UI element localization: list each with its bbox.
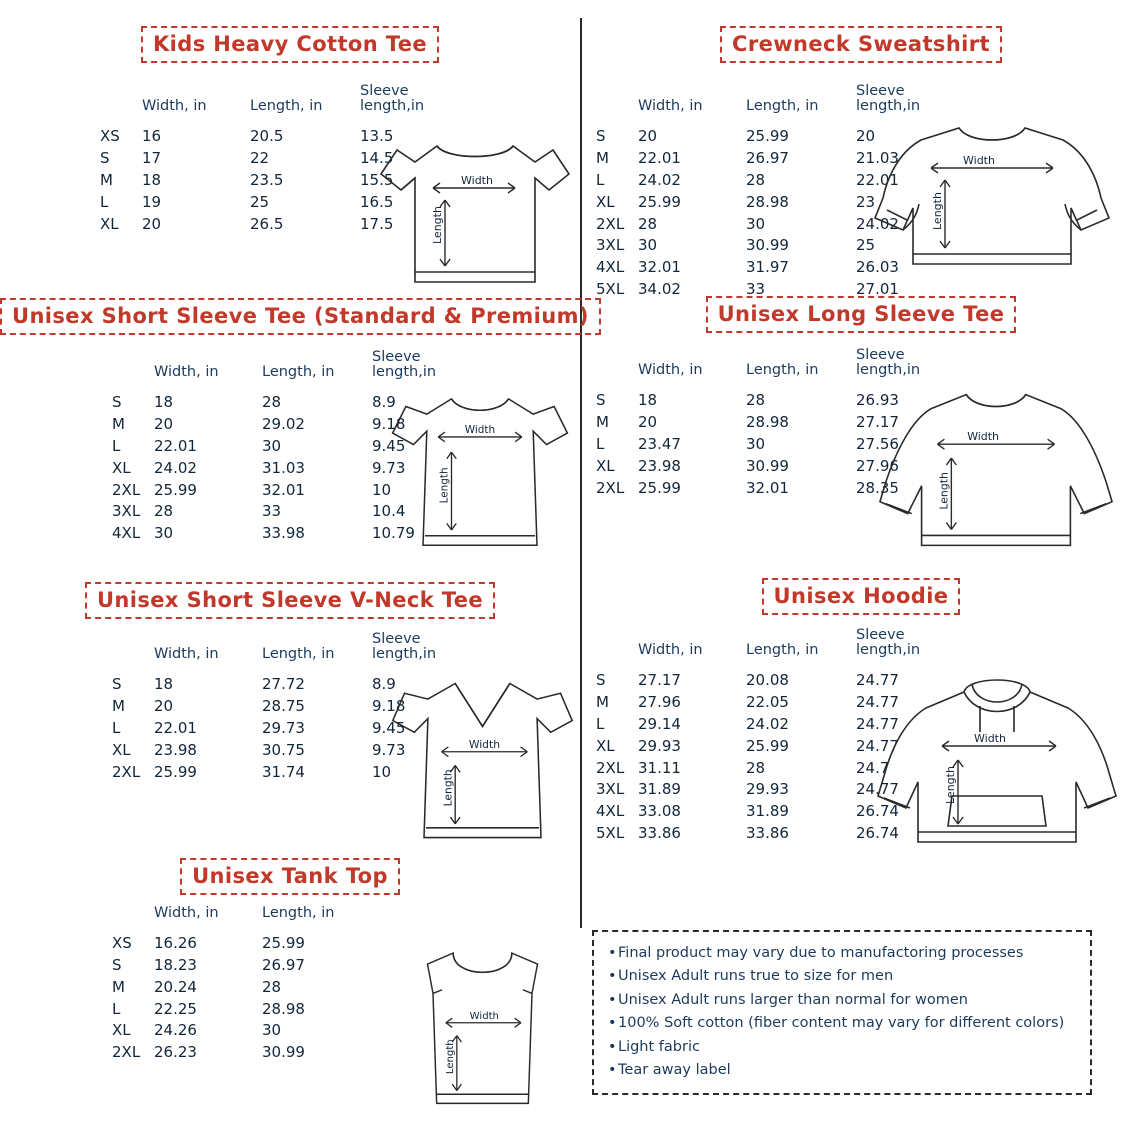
cell-width: 23.47: [638, 435, 681, 454]
cell-width: 19: [142, 192, 162, 211]
cell-length: 26.97: [262, 956, 305, 975]
notes-box: [592, 930, 1092, 1095]
table-header-row: [112, 906, 372, 933]
cell-width: 25.99: [154, 762, 197, 781]
col-length: Length, in: [746, 362, 819, 379]
cell-size: XL: [112, 740, 131, 759]
cell-length: 33.98: [262, 524, 305, 543]
col-sleeve-line2: length,in: [856, 98, 921, 115]
cell-sleeve: 26.74: [856, 802, 899, 821]
cell-size: L: [112, 437, 121, 456]
col-size: [112, 350, 154, 392]
cell-sleeve: 8.9: [372, 393, 396, 412]
cell-length: 28: [746, 391, 766, 410]
art-label-length: Length: [441, 769, 455, 807]
cell-sleeve: 22.01: [856, 171, 899, 190]
cell-size: M: [596, 693, 609, 712]
cell-length: 30: [262, 1021, 282, 1040]
cell-size: M: [112, 697, 125, 716]
cell-sleeve: 9.45: [372, 719, 406, 738]
col-length: Length, in: [262, 364, 335, 381]
cell-sleeve: 9.73: [372, 458, 406, 477]
table-row: [112, 1042, 372, 1064]
bullet-icon: •: [608, 1038, 617, 1055]
cell-length: 25.99: [746, 736, 789, 755]
cell-size: XS: [112, 934, 132, 953]
cell-width: 18.23: [154, 956, 197, 975]
col-length: Length, in: [262, 646, 335, 663]
cell-length: 31.89: [746, 802, 789, 821]
col-sleeve-line2: length,in: [856, 642, 921, 659]
cell-sleeve: 23: [856, 192, 876, 211]
cell-sleeve: 27.01: [856, 280, 899, 299]
note-item: [608, 942, 1078, 965]
cell-width: 32.01: [638, 258, 681, 277]
cell-size: XL: [596, 736, 615, 755]
note-item: [608, 1059, 1078, 1082]
cell-length: 28: [262, 393, 282, 412]
cell-length: 31.97: [746, 258, 789, 277]
note-item: [608, 1012, 1078, 1035]
cell-size: 2XL: [112, 480, 141, 499]
cell-sleeve: 24.02: [856, 214, 899, 233]
cell-width: 24.26: [154, 1021, 197, 1040]
cell-size: XL: [112, 1021, 131, 1040]
col-width: Width, in: [638, 98, 703, 115]
cell-sleeve: 24.77: [856, 671, 899, 690]
cell-width: 18: [154, 393, 174, 412]
col-sleeve-line1: Sleeve: [856, 627, 905, 643]
cell-size: M: [596, 149, 609, 168]
bullet-icon: •: [608, 991, 617, 1008]
section-kids-heavy-cotton-tee: [0, 26, 580, 244]
col-size: [112, 632, 154, 674]
cell-length: 22: [250, 149, 270, 168]
cell-size: 3XL: [112, 502, 141, 521]
cell-width: 20: [142, 214, 162, 233]
art-label-width: Width: [468, 737, 501, 751]
cell-size: 5XL: [596, 280, 625, 299]
cell-width: 29.14: [638, 715, 681, 734]
cell-sleeve: 27.56: [856, 435, 899, 454]
section-title-wrap: [582, 296, 1140, 333]
cell-sleeve: 24.77: [856, 715, 899, 734]
cell-length: 28: [746, 171, 766, 190]
cell-sleeve: 24.7: [856, 758, 890, 777]
note-text: Tear away label: [618, 1062, 731, 1079]
col-sleeve: [856, 628, 956, 670]
cell-size: M: [112, 977, 125, 996]
cell-size: 4XL: [112, 524, 141, 543]
cell-size: XL: [596, 456, 615, 475]
cell-sleeve: 15.5: [360, 171, 394, 190]
cell-sleeve: 10.79: [372, 524, 415, 543]
cell-sleeve: 13.5: [360, 127, 394, 146]
cell-length: 27.72: [262, 675, 305, 694]
cell-size: 5XL: [596, 824, 625, 843]
section-unisex-short-sleeve-v-neck-tee: [0, 582, 580, 807]
cell-width: 30: [638, 236, 658, 255]
section-title-wrap: [582, 26, 1140, 63]
cell-size: L: [112, 719, 121, 738]
col-sleeve-line1: Sleeve: [372, 349, 421, 365]
bullet-icon: •: [608, 1015, 617, 1032]
cell-length: 32.01: [262, 480, 305, 499]
cell-size: S: [100, 149, 110, 168]
cell-length: 31.03: [262, 458, 305, 477]
cell-length: 29.02: [262, 415, 305, 434]
cell-width: 22.25: [154, 999, 197, 1018]
cell-width: 20: [638, 127, 658, 146]
note-text: Unisex Adult runs true to size for men: [618, 968, 894, 985]
art-label-length: Length: [931, 192, 944, 230]
cell-width: 22.01: [638, 149, 681, 168]
col-width: Width, in: [638, 362, 703, 379]
section-title-wrap: [0, 858, 580, 895]
cell-length: 33: [262, 502, 282, 521]
cell-size: L: [596, 715, 605, 734]
art-label-width: Width: [963, 154, 995, 167]
cell-length: 26.97: [746, 149, 789, 168]
col-width: Width, in: [142, 98, 207, 115]
bullet-icon: •: [608, 945, 617, 961]
cell-length: 30.99: [262, 1043, 305, 1062]
cell-sleeve: 10: [372, 762, 392, 781]
cell-size: M: [100, 171, 113, 190]
art-label-length: Length: [937, 472, 951, 510]
cell-sleeve: 27.96: [856, 456, 899, 475]
cell-width: 22.01: [154, 437, 197, 456]
col-sleeve-line2: length,in: [372, 646, 437, 663]
section-title: Unisex Hoodie: [762, 578, 961, 615]
table-row: [112, 955, 372, 977]
cell-width: 18: [154, 675, 174, 694]
section-title-wrap: [582, 578, 1140, 615]
section-unisex-long-sleeve-tee: [582, 296, 1140, 510]
cell-length: 30.75: [262, 740, 305, 759]
cell-length: 23.5: [250, 171, 284, 190]
col-size: [100, 84, 142, 126]
art-label-length: Length: [445, 1039, 457, 1075]
cell-length: 28.98: [746, 413, 789, 432]
section-title-wrap: [0, 298, 589, 335]
cell-sleeve: 26.93: [856, 391, 899, 410]
tank-top-illustration: [400, 938, 565, 1113]
cell-length: 24.02: [746, 715, 789, 734]
col-length: Length, in: [746, 642, 819, 659]
cell-length: 26.5: [250, 214, 284, 233]
cell-length: 28: [746, 758, 766, 777]
cell-size: L: [112, 999, 121, 1018]
cell-length: 28.98: [746, 192, 789, 211]
note-item: [608, 1036, 1078, 1059]
section-title: Unisex Long Sleeve Tee: [706, 296, 1017, 333]
cell-sleeve: 9.73: [372, 740, 406, 759]
cell-width: 20: [154, 697, 174, 716]
col-width: Width, in: [638, 642, 703, 659]
cell-sleeve: 9.45: [372, 437, 406, 456]
cell-sleeve: 10: [372, 480, 392, 499]
cell-sleeve: 21.03: [856, 149, 899, 168]
col-size: [596, 84, 638, 126]
cell-size: S: [112, 393, 122, 412]
art-label-width: Width: [469, 1011, 499, 1023]
cell-length: 30.99: [746, 456, 789, 475]
cell-sleeve: 16.5: [360, 192, 394, 211]
art-label-width: Width: [967, 430, 999, 444]
cell-size: XL: [100, 214, 119, 233]
kids-tee-illustration: [375, 104, 575, 304]
section-unisex-hoodie: [582, 578, 1140, 843]
table-row: [112, 1020, 372, 1042]
cell-length: 30: [746, 435, 766, 454]
cell-size: XL: [112, 458, 131, 477]
cell-sleeve: 9.18: [372, 415, 406, 434]
cell-size: XS: [100, 127, 120, 146]
col-size: [596, 348, 638, 390]
cell-width: 25.99: [154, 480, 197, 499]
col-sleeve-line2: length,in: [360, 98, 425, 115]
cell-width: 16: [142, 127, 162, 146]
art-label-width: Width: [464, 424, 496, 437]
cell-sleeve: 8.9: [372, 675, 396, 694]
cell-width: 30: [154, 524, 174, 543]
note-text: Light fabric: [618, 1038, 700, 1055]
cell-length: 25.99: [746, 127, 789, 146]
cell-size: 3XL: [596, 780, 625, 799]
cell-width: 23.98: [154, 740, 197, 759]
note-text: 100% Soft cotton (fiber content may vary for different colors): [618, 1015, 1065, 1032]
cell-width: 34.02: [638, 280, 681, 299]
col-length: Length, in: [746, 98, 819, 115]
art-label-width: Width: [974, 732, 1006, 745]
long-sleeve-tee-illustration: [872, 368, 1120, 568]
cell-sleeve: 24.77: [856, 736, 899, 755]
cell-width: 24.02: [638, 171, 681, 190]
cell-size: XL: [596, 192, 615, 211]
cell-size: L: [100, 192, 109, 211]
col-sleeve-line2: length,in: [856, 362, 921, 379]
cell-size: L: [596, 435, 605, 454]
cell-length: 25: [250, 192, 270, 211]
bullet-icon: •: [608, 1062, 617, 1079]
table-header-row: [596, 628, 956, 670]
col-width: Width, in: [154, 905, 219, 921]
cell-sleeve: 17.5: [360, 214, 394, 233]
cell-size: 2XL: [596, 214, 625, 233]
cell-length: 25.99: [262, 934, 305, 953]
cell-width: 27.17: [638, 671, 681, 690]
section-title: Unisex Short Sleeve V-Neck Tee: [85, 582, 495, 619]
cell-size: 4XL: [596, 802, 625, 821]
section-title-wrap: [0, 582, 580, 619]
table-row: [112, 977, 372, 999]
section-title: Unisex Tank Top: [180, 858, 400, 895]
cell-length: 28.75: [262, 697, 305, 716]
cell-sleeve: 20: [856, 127, 876, 146]
cell-length: 29.93: [746, 780, 789, 799]
cell-size: S: [112, 956, 122, 975]
cell-width: 31.11: [638, 758, 681, 777]
cell-sleeve: 25: [856, 236, 876, 255]
col-sleeve-line1: Sleeve: [372, 631, 421, 647]
size-table: [112, 906, 372, 1064]
art-label-length: Length: [438, 467, 451, 504]
art-label-length: Length: [431, 206, 444, 244]
cell-length: 31.74: [262, 762, 305, 781]
cell-sleeve: 24.77: [856, 693, 899, 712]
bullet-icon: •: [608, 968, 617, 985]
col-sleeve-line2: length,in: [372, 364, 437, 381]
hoodie-illustration: [872, 666, 1122, 866]
cell-size: M: [112, 415, 125, 434]
cell-length: 30.99: [746, 236, 789, 255]
cell-width: 20: [638, 413, 658, 432]
section-title-wrap: [0, 26, 580, 63]
cell-width: 25.99: [638, 478, 681, 497]
cell-length: 20.08: [746, 671, 789, 690]
cell-length: 29.73: [262, 719, 305, 738]
col-sleeve-line1: Sleeve: [360, 83, 409, 99]
cell-length: 33.86: [746, 824, 789, 843]
col-length: Length, in: [250, 98, 323, 115]
cell-size: S: [112, 675, 122, 694]
cell-size: 3XL: [596, 236, 625, 255]
crewneck-sweatshirt-illustration: [867, 94, 1117, 294]
cell-width: 33.86: [638, 824, 681, 843]
cell-length: 32.01: [746, 478, 789, 497]
cell-size: 2XL: [112, 762, 141, 781]
col-length: Length, in: [262, 905, 335, 921]
col-size: [596, 628, 638, 670]
art-label-width: Width: [461, 174, 493, 187]
cell-length: 22.05: [746, 693, 789, 712]
section-title: Kids Heavy Cotton Tee: [141, 26, 439, 63]
cell-length: 28.98: [262, 999, 305, 1018]
v-neck-tee-illustration: [385, 664, 580, 859]
cell-size: S: [596, 391, 606, 410]
cell-sleeve: 26.03: [856, 258, 899, 277]
cell-sleeve: 10.4: [372, 502, 406, 521]
table-row: [112, 999, 372, 1021]
table-row: [112, 933, 372, 955]
cell-width: 23.98: [638, 456, 681, 475]
cell-width: 24.02: [154, 458, 197, 477]
cell-size: L: [596, 171, 605, 190]
cell-width: 29.93: [638, 736, 681, 755]
section-title: Unisex Short Sleeve Tee (Standard & Premium): [0, 298, 601, 335]
unisex-tee-illustration: [385, 378, 575, 568]
cell-width: 16.26: [154, 934, 197, 953]
col-size: [112, 906, 154, 933]
cell-length: 28: [262, 977, 282, 996]
cell-width: 20: [154, 415, 174, 434]
cell-width: 26.23: [154, 1043, 197, 1062]
col-width: Width, in: [154, 646, 219, 663]
cell-width: 28: [154, 502, 174, 521]
cell-width: 31.89: [638, 780, 681, 799]
cell-width: 28: [638, 214, 658, 233]
cell-size: M: [596, 413, 609, 432]
cell-sleeve: 24.77: [856, 780, 899, 799]
col-sleeve-line1: Sleeve: [856, 83, 905, 99]
cell-length: 30: [262, 437, 282, 456]
cell-width: 17: [142, 149, 162, 168]
section-crewneck-sweatshirt: [582, 26, 1140, 299]
cell-width: 25.99: [638, 192, 681, 211]
col-width: Width, in: [154, 364, 219, 381]
cell-width: 20.24: [154, 977, 197, 996]
col-sleeve-line1: Sleeve: [856, 347, 905, 363]
art-label-length: Length: [944, 766, 957, 804]
note-text: Final product may vary due to manufactoring processes: [618, 945, 1024, 961]
cell-width: 27.96: [638, 693, 681, 712]
cell-sleeve: 27.17: [856, 413, 899, 432]
section-unisex-tank-top: [0, 858, 580, 1075]
note-item: [608, 989, 1078, 1012]
section-unisex-short-sleeve-tee: [0, 298, 589, 543]
cell-length: 20.5: [250, 127, 284, 146]
cell-size: S: [596, 671, 606, 690]
cell-size: 2XL: [112, 1043, 141, 1062]
cell-sleeve: 14.5: [360, 149, 394, 168]
cell-size: 2XL: [596, 758, 625, 777]
cell-sleeve: 26.74: [856, 824, 899, 843]
cell-width: 33.08: [638, 802, 681, 821]
cell-sleeve: 9.18: [372, 697, 406, 716]
cell-size: 4XL: [596, 258, 625, 277]
cell-length: 30: [746, 214, 766, 233]
vertical-divider: [580, 18, 582, 928]
cell-width: 18: [142, 171, 162, 190]
cell-width: 18: [638, 391, 658, 410]
note-item: [608, 965, 1078, 988]
cell-sleeve: 28.35: [856, 478, 899, 497]
cell-length: 33: [746, 280, 766, 299]
note-text: Unisex Adult runs larger than normal for women: [618, 991, 968, 1008]
cell-width: 22.01: [154, 719, 197, 738]
cell-size: 2XL: [596, 478, 625, 497]
cell-size: S: [596, 127, 606, 146]
section-title: Crewneck Sweatshirt: [720, 26, 1002, 63]
